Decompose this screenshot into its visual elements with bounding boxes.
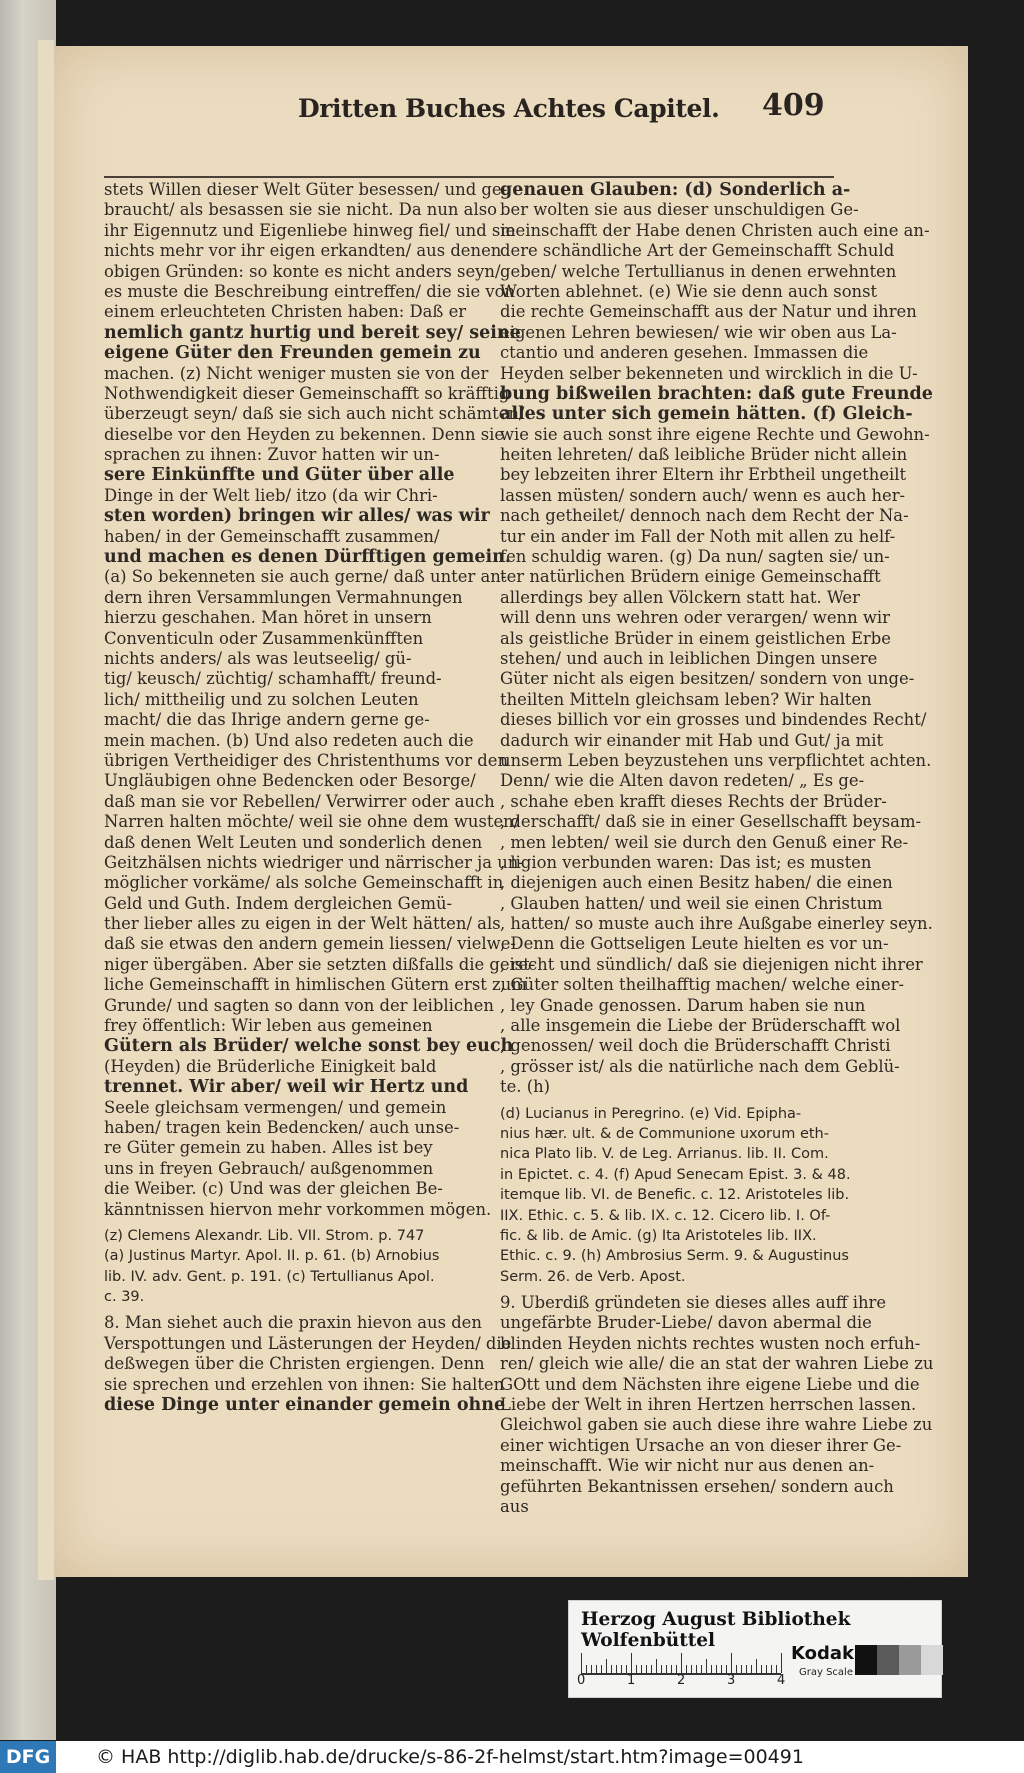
text-line: re Güter gemein zu haben. Alles ist bey (104, 1138, 433, 1158)
footnote-line: c. 39. (104, 1289, 145, 1306)
text-line: tig/ keusch/ züchtig/ schamhafft/ freund- (104, 669, 442, 689)
text-line: daß man sie vor Rebellen/ Verwirrer oder auch (104, 791, 495, 811)
text-line: blinden Heyden nichts rechtes wusten noch erfuh- (500, 1333, 921, 1353)
text-line: , alle insgemein die Liebe der Brüderschafft wol (500, 1016, 836, 1036)
text-line: ber wolten sie aus dieser unschuldigen Ge- (500, 200, 859, 220)
text-line: geben/ welche Tertullianus in denen erwehnten (500, 261, 897, 281)
text-line: braucht/ als besassen sie sie nicht. Da nun also (104, 200, 497, 220)
ruler-tick (766, 1665, 767, 1673)
ruler-tick (711, 1665, 712, 1673)
scale-number: 3 (727, 1673, 736, 1688)
text-line: 8. Man siehet auch die praxin hievon aus den (104, 1313, 482, 1333)
ruler-tick (616, 1665, 617, 1673)
ruler-tick (761, 1665, 762, 1673)
gray-swatch (921, 1645, 943, 1675)
ruler-tick (676, 1665, 677, 1673)
text-line: , recht und sündlich/ daß sie diejenigen nicht ihrer (500, 955, 836, 975)
text-line: , derschafft/ daß sie in einer Gesellschafft beysam- (500, 812, 836, 832)
text-line: Seele gleichsam vermengen/ und gemein (104, 1097, 447, 1117)
text-line: Dinge in der Welt lieb/ itzo (da wir Chri- (104, 485, 438, 505)
text-line: , men lebten/ weil sie durch den Genuß einer Re- (500, 833, 836, 853)
text-line: 9. Uberdiß gründeten sie dieses alles auff ihre (500, 1293, 887, 1313)
ruler-tick (726, 1665, 727, 1673)
text-line: Gütern als Brüder/ welche sonst bey euch (104, 1036, 514, 1057)
text-line: möglicher vorkäme/ als solche Gemeinschafft in (104, 873, 504, 893)
ruler-tick (691, 1665, 692, 1673)
text-line: , Glauben hatten/ und weil sie einen Christum (500, 894, 836, 914)
text-line: GOtt und dem Nächsten ihre eigene Liebe und die (500, 1374, 920, 1394)
ruler-tick (586, 1665, 587, 1673)
ruler-tick (686, 1665, 687, 1673)
text-line: macht/ die das Ihrige andern gerne ge- (104, 710, 430, 730)
text-line: eigene Güter den Freunden gemein zu (104, 343, 481, 364)
text-line: dieses billich vor ein grosses und bindendes Recht/ (500, 710, 927, 730)
text-line: wie sie auch sonst ihre eigene Rechte und Gewohn- (500, 424, 930, 444)
ruler-tick (651, 1665, 652, 1673)
text-line: mein machen. (b) Und also redeten auch die (104, 730, 474, 750)
text-line: ther lieber alles zu eigen in der Welt hätten/ als (104, 914, 501, 934)
text-line: theilten Mitteln gleichsam leben? Wir halten (500, 689, 872, 709)
text-line: Ungläubigen ohne Bedencken oder Besorge/ (104, 771, 476, 791)
text-line: , schahe eben krafft dieses Rechts der Brüder- (500, 792, 836, 812)
text-line: als geistliche Brüder in einem geistlichen Erbe (500, 628, 891, 648)
text-line: ctantio und anderen gesehen. Immassen die (500, 343, 869, 363)
ruler-tick (781, 1653, 782, 1673)
footnote-line: Serm. 26. de Verb. Apost. (500, 1268, 686, 1285)
text-line: sten worden) bringen wir alles/ was wir (104, 506, 490, 527)
ruler-tick (646, 1665, 647, 1673)
ruler-tick (636, 1665, 637, 1673)
text-line: Verspottungen und Lästerungen der Heyden/ die (104, 1333, 512, 1353)
text-line: liche Gemeinschafft in himlischen Gütern erst zum (104, 975, 527, 995)
text-line: tur ein ander im Fall der Noth mit allen zu helf- (500, 526, 896, 546)
text-line: nemlich gantz hurtig und bereit sey/ seine (104, 322, 521, 343)
text-line: es muste die Beschreibung eintreffen/ die sie von (104, 281, 516, 301)
ruler-tick (656, 1659, 657, 1673)
text-line: nichts anders/ als was leutseelig/ gü- (104, 648, 412, 668)
text-line: einem erleuchteten Christen haben: Daß er (104, 302, 467, 322)
ruler-tick (666, 1665, 667, 1673)
footnote-line: IIX. Ethic. c. 5. & lib. IX. c. 12. Cicero lib. I. Of- (500, 1207, 831, 1224)
text-line: unserm Leben beyzustehen uns verpflichtet achten. (500, 750, 932, 770)
ruler-tick (681, 1653, 682, 1673)
ruler-tick (736, 1665, 737, 1673)
text-line: obigen Gründen: so konte es nicht anders seyn/ (104, 261, 501, 281)
ruler-tick (741, 1665, 742, 1673)
ruler-tick (706, 1659, 707, 1673)
running-head (242, 86, 842, 134)
ruler-tick (696, 1665, 697, 1673)
text-line: dadurch wir einander mit Hab und Gut/ ja mit (500, 730, 884, 750)
text-line: hierzu geschahen. Man höret in unsern (104, 608, 432, 628)
text-line: bey lebzeiten ihrer Eltern ihr Erbtheil ungetheilt (500, 465, 907, 485)
text-line: Heyden selber bekenneten und wircklich in die U- (500, 363, 918, 383)
text-line: diese Dinge unter einander gemein ohne (104, 1395, 506, 1416)
text-line: eigenen Lehren bewiesen/ wie wir oben aus La- (500, 322, 897, 342)
text-line: Grunde/ und sagten so dann von der leiblichen (104, 995, 494, 1015)
text-line: ungefärbte Bruder-Liebe/ davon abermal die (500, 1313, 872, 1333)
text-line: uns in freyen Gebrauch/ außgenommen (104, 1158, 434, 1178)
footnote-line: (d) Lucianus in Peregrino. (e) Vid. Epipha- (500, 1105, 802, 1122)
text-line: allerdings bey allen Völckern statt hat. Wer (500, 587, 860, 607)
text-line: aus (500, 1497, 529, 1516)
footnote-line: nica Plato lib. V. de Leg. Arrianus. lib. II. Com. (500, 1146, 829, 1163)
text-line: daß denen Welt Leuten und sonderlich denen (104, 832, 483, 852)
measurement-ruler (581, 1645, 781, 1675)
ruler-tick (621, 1665, 622, 1673)
kodak-logo: Kodak (791, 1643, 854, 1664)
header-rule (104, 176, 834, 178)
text-line: geführten Bekantnissen ersehen/ sondern auch (500, 1476, 894, 1496)
footnote-line: in Epictet. c. 4. (f) Apud Senecam Epist. 3. & 48. (500, 1166, 851, 1183)
text-line: einer wichtigen Ursache an von dieser ihrer Ge- (500, 1435, 902, 1455)
text-line: , grösser ist/ als die natürliche nach dem Geblü- (500, 1057, 836, 1077)
footnote-line: lib. IV. adv. Gent. p. 191. (c) Tertullianus Apol. (104, 1268, 435, 1285)
text-line: meinschafft der Habe denen Christen auch eine an- (500, 220, 930, 240)
text-line: haben/ tragen kein Bedencken/ auch unse- (104, 1117, 460, 1137)
page-number: 409 (762, 88, 825, 123)
ruler-tick (631, 1653, 632, 1673)
ruler-tick (641, 1665, 642, 1673)
running-title: Dritten Buches Achtes Capitel. (298, 94, 720, 123)
text-line: heiten lehreten/ daß leibliche Brüder nicht allein (500, 445, 908, 465)
ruler-tick (701, 1665, 702, 1673)
text-line: dieselbe vor den Heyden zu bekennen. Denn sie (104, 424, 505, 444)
text-line: trennet. Wir aber/ weil wir Hertz und (104, 1077, 469, 1098)
ruler-tick (611, 1665, 612, 1673)
footnote-line: Ethic. c. 9. (h) Ambrosius Serm. 9. & Augustinus (500, 1248, 849, 1265)
text-line: te. (h) (500, 1077, 551, 1097)
copyright-url[interactable]: © HAB http://diglib.hab.de/drucke/s-86-2f-helmst/start.htm?image=00491 (96, 1746, 804, 1768)
scale-number: 2 (677, 1673, 686, 1688)
text-line: stehen/ und auch in leiblichen Dingen unsere (500, 648, 878, 668)
text-line: daß sie etwas den andern gemein liessen/ vielwe- (104, 934, 516, 954)
ruler-tick (661, 1665, 662, 1673)
text-line: Liebe der Welt in ihren Hertzen herrschen lassen. (500, 1395, 917, 1415)
ruler-tick (746, 1665, 747, 1673)
text-line: ren/ gleich wie alle/ die an stat der wahren Liebe zu (500, 1354, 934, 1374)
text-line: sprachen zu ihnen: Zuvor hatten wir un- (104, 445, 440, 465)
ruler-tick (591, 1665, 592, 1673)
text-line: Denn/ wie die Alten davon redeten/ „ Es ge- (500, 771, 865, 791)
gray-swatch (899, 1645, 921, 1675)
gray-swatch (855, 1645, 877, 1675)
text-line: die Weiber. (c) Und was der gleichen Be- (104, 1179, 443, 1199)
library-name: Herzog August Bibliothek Wolfenbüttel (581, 1609, 851, 1651)
text-line: lassen müsten/ sondern auch/ wenn es auch her- (500, 485, 906, 505)
text-line: stets Willen dieser Welt Güter besessen/ und ge- (104, 180, 508, 199)
text-line: bung bißweilen brachten: daß gute Freunde (500, 383, 933, 404)
text-line: will denn uns wehren oder verargen/ wenn wir (500, 608, 890, 628)
text-line: (a) So bekenneten sie auch gerne/ daß unter an- (104, 567, 507, 587)
text-line: haben/ in der Gemeinschafft zusammen/ (104, 526, 440, 546)
right-column (500, 180, 934, 1517)
text-line: , diejenigen auch einen Besitz haben/ die einen (500, 873, 836, 893)
text-line: ihr Eigennutz und Eigenliebe hinweg fiel/ und sie (104, 220, 516, 240)
ruler-tick (671, 1665, 672, 1673)
text-line: alles unter sich gemein hätten. (f) Gleich- (500, 404, 913, 425)
text-line: fen schuldig waren. (g) Da nun/ sagten sie/ un- (500, 547, 890, 567)
text-line: Worten ablehnet. (e) Wie sie denn auch sonst (500, 281, 878, 301)
text-line: frey öffentlich: Wir leben aus gemeinen (104, 1016, 433, 1036)
ruler-tick (776, 1665, 777, 1673)
ruler-tick (771, 1665, 772, 1673)
text-line: Nothwendigkeit dieser Gemeinschafft so kräfftig (104, 383, 510, 403)
footnote-line: itemque lib. VI. de Benefic. c. 12. Aristoteles lib. (500, 1187, 850, 1204)
ruler-tick (606, 1659, 607, 1673)
text-line: Gleichwol gaben sie auch diese ihre wahre Liebe zu (500, 1415, 933, 1435)
text-line: känntnissen hiervon mehr vorkommen mögen. (104, 1199, 492, 1219)
text-line: lich/ mittheilig und zu solchen Leuten (104, 689, 419, 709)
ruler-tick (751, 1665, 752, 1673)
text-line: dere schändliche Art der Gemeinschafft Schuld (500, 241, 895, 261)
text-line: Narren halten möchte/ weil sie ohne dem wusten/ (104, 812, 520, 832)
color-scale-card (568, 1600, 942, 1698)
footnote-line: (z) Clemens Alexandr. Lib. VII. Strom. p. 747 (104, 1227, 425, 1244)
text-line: Geld und Guth. Indem dergleichen Gemü- (104, 893, 453, 913)
text-line: deßwegen über die Christen ergiengen. Denn (104, 1354, 485, 1374)
text-line: ter natürlichen Brüdern einige Gemeinschafft (500, 567, 881, 587)
gray-swatch (877, 1645, 899, 1675)
scale-number: 0 (577, 1673, 586, 1688)
footnote-line: fic. & lib. de Amic. (g) Ita Aristoteles lib. IIX. (500, 1227, 817, 1244)
text-line: übrigen Vertheidiger des Christenthums vor den (104, 750, 509, 770)
ruler-tick (716, 1665, 717, 1673)
footnote-line: nius hær. ult. & de Communione uxorum eth- (500, 1125, 829, 1142)
book-spine-edge (38, 40, 54, 1580)
text-line: , Denn die Gottseligen Leute hielten es vor un- (500, 934, 836, 954)
text-line: , genossen/ weil doch die Brüderschafft Christi (500, 1036, 836, 1056)
ruler-tick (626, 1665, 627, 1673)
ruler-tick (756, 1659, 757, 1673)
ruler-tick (581, 1653, 582, 1673)
text-line: und machen es denen Dürfftigen gemein. (104, 547, 511, 568)
scale-number: 4 (777, 1673, 786, 1688)
text-line: Conventiculn oder Zusammenkünfften (104, 628, 424, 648)
text-line: genauen Glauben: (d) Sonderlich a- (500, 180, 851, 200)
ruler-tick (596, 1665, 597, 1673)
ruler-tick (731, 1653, 732, 1673)
text-line: Geitzhälsen nichts wiedriger und närrischer ja un- (104, 852, 524, 872)
text-line: nichts mehr vor ihr eigen erkandten/ aus denen (104, 241, 502, 261)
text-line: überzeugt seyn/ daß sie sich auch nicht schämten/ (104, 404, 525, 424)
text-line: , Güter solten theilhafftig machen/ welche einer- (500, 975, 836, 995)
text-line: Güter nicht als eigen besitzen/ sondern von unge- (500, 669, 915, 689)
text-line: nach getheilet/ dennoch nach dem Recht der Na- (500, 506, 909, 526)
scale-number: 1 (627, 1673, 636, 1688)
text-line: (Heyden) die Brüderliche Einigkeit bald (104, 1056, 437, 1076)
ruler-tick (721, 1665, 722, 1673)
text-line: die rechte Gemeinschafft aus der Natur und ihren (500, 302, 917, 322)
text-line: machen. (z) Nicht weniger musten sie von der (104, 363, 489, 383)
footer-bar (0, 1741, 1024, 1773)
text-line: sie sprechen und erzehlen von ihnen: Sie halten (104, 1374, 505, 1394)
footnote-line: (a) Justinus Martyr. Apol. II. p. 61. (b) Arnobius (104, 1248, 440, 1265)
ruler-tick (601, 1665, 602, 1673)
text-line: , ley Gnade genossen. Darum haben sie nun (500, 996, 836, 1016)
text-line: sere Einkünffte und Güter über alle (104, 465, 455, 486)
dfg-logo: DFG (0, 1741, 56, 1773)
text-line: meinschafft. Wie wir nicht nur aus denen an- (500, 1456, 875, 1476)
text-line: dern ihren Versammlungen Vermahnungen (104, 587, 463, 607)
text-line: , hatten/ so muste auch ihre Außgabe einerley seyn. (500, 914, 836, 934)
gray-scale-label: Gray Scale (799, 1667, 853, 1678)
text-line: niger übergäben. Aber sie setzten dißfalls die geist- (104, 954, 536, 974)
text-line: , ligion verbunden waren: Das ist; es musten (500, 853, 836, 873)
